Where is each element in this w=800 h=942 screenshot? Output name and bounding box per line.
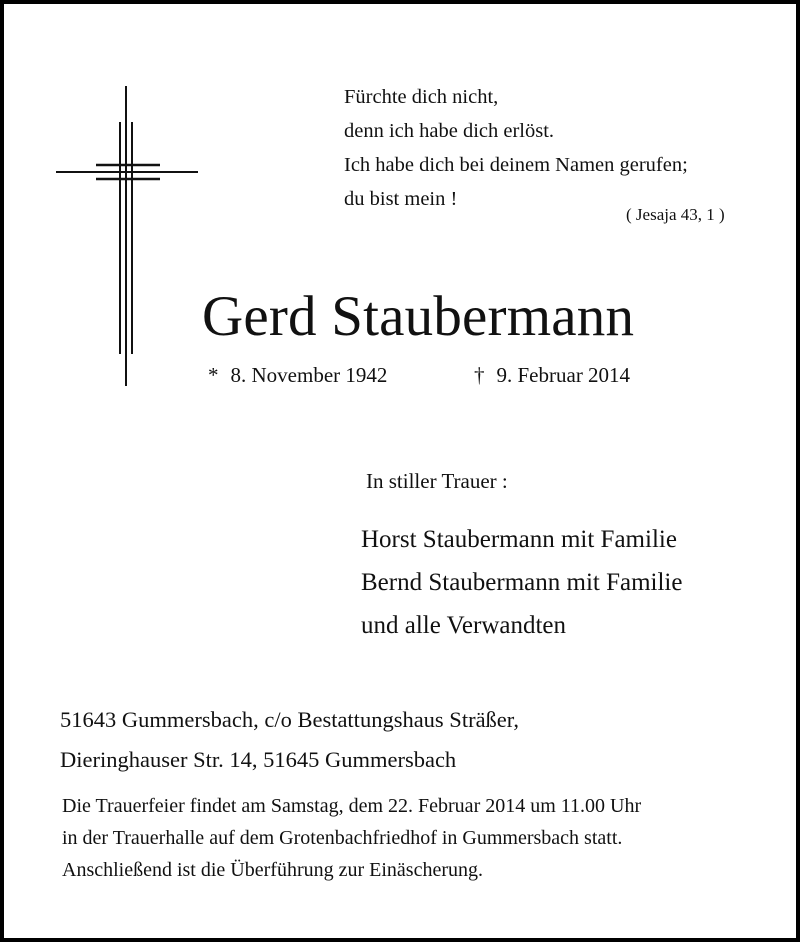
service-line: Anschließend ist die Überführung zur Einäscherung. [62,859,483,881]
birth-date: 8. November 1942 [230,363,388,387]
address-line: Dieringhauser Str. 14, 51645 Gummersbach [60,747,457,772]
mourners-list [361,518,682,647]
bible-verse [344,80,688,216]
birth-star-icon: * [208,363,219,387]
deceased-name: Gerd Staubermann [202,285,635,348]
mourning-label: In stiller Trauer : [366,469,508,493]
address-line: 51643 Gummersbach, c/o Bestattungshaus Sträßer, [60,707,520,732]
verse-line: Ich habe dich bei deinem Namen gerufen; [344,154,688,176]
death-dagger-icon: † [474,363,485,387]
mourner-line: Bernd Staubermann mit Familie [361,569,683,596]
verse-line: Fürchte dich nicht, [344,86,499,108]
verse-line: du bist mein ! [344,188,458,210]
mourner-line: und alle Verwandten [361,612,567,639]
latin-cross-icon [56,86,198,386]
death-date: 9. Februar 2014 [496,363,631,387]
service-line: Die Trauerfeier findet am Samstag, dem 22. Februar 2014 um 11.00 Uhr [62,795,642,817]
birth-date-line [208,360,387,390]
contact-address [60,700,519,780]
verse-reference: ( Jesaja 43, 1 ) [626,205,725,224]
funeral-service-info [62,790,641,886]
death-date-line [474,360,630,390]
mourner-line: Horst Staubermann mit Familie [361,526,677,553]
verse-line: denn ich habe dich erlöst. [344,120,555,142]
service-line: in der Trauerhalle auf dem Grotenbachfriedhof in Gummersbach statt. [62,827,623,849]
